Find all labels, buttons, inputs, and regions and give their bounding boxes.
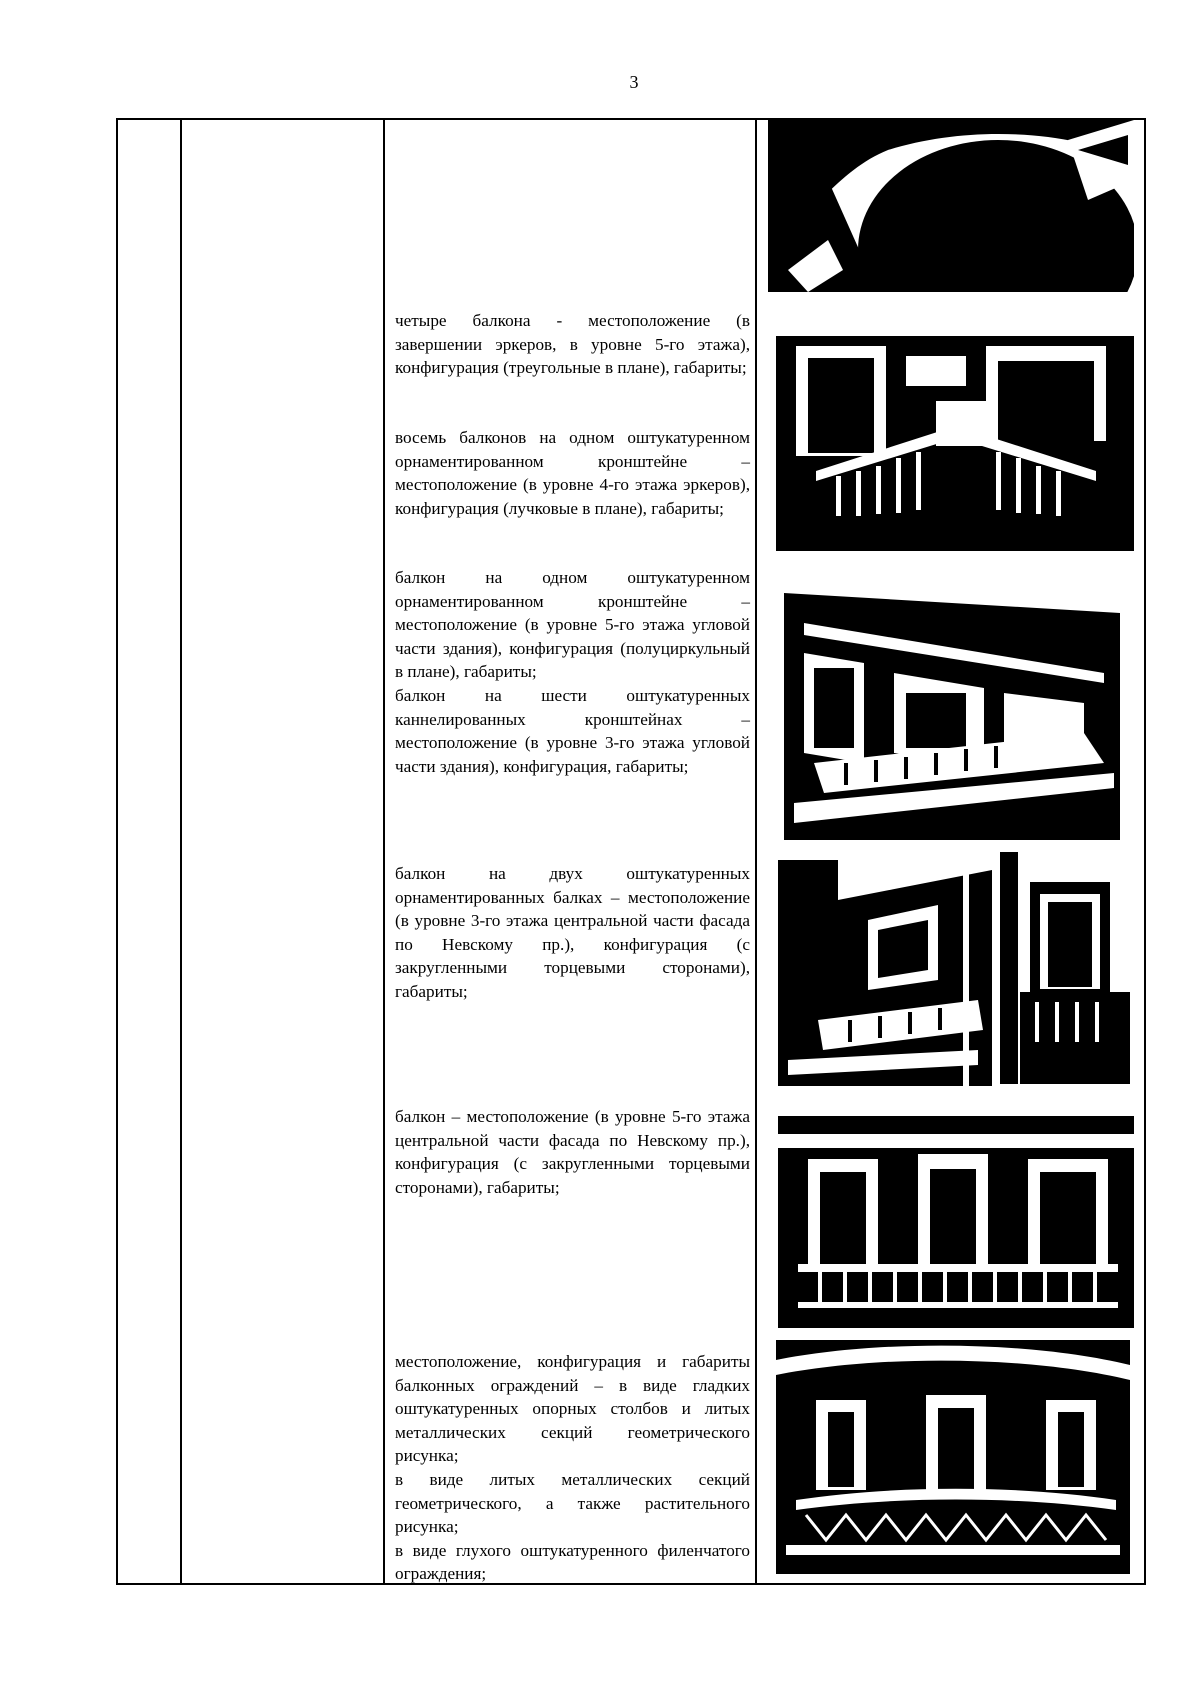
entry-text: балкон на одном оштукатуренном орнаментированном кронштейне – местоположение (в уровне 5-го этажа угловой части здания), конфигурация (полуциркульный в плане), габариты;	[395, 568, 750, 682]
entry-text: балкон – местоположение (в уровне 5-го этажа центральной части фасада по Невскому пр.), конфигурация (с закругленными торцевыми сторонами), габариты;	[395, 1107, 750, 1197]
entry-balcony-eight	[395, 426, 750, 520]
photo-two-beam-balcony	[778, 860, 992, 1086]
entry-balcony-fifth	[395, 1105, 750, 1199]
photo-corner-balconies	[784, 563, 1120, 840]
column-divider-2	[383, 120, 385, 1583]
entry-text: балкон на шести оштукатуренных каннелированных кронштейнах – местоположение (в уровне 3-го этажа угловой части здания), конфигурация, габариты;	[395, 685, 750, 776]
entry-text: в виде глухого оштукатуренного филенчатого ограждения;	[395, 1540, 750, 1584]
photo-fifth-floor-balcony	[778, 1094, 1134, 1328]
entry-balcony-railings	[395, 1350, 750, 1586]
photo-facade-dome	[768, 120, 1134, 292]
photo-balcony-triangular	[776, 306, 1134, 551]
photo-balcony-window	[1000, 852, 1130, 1084]
entry-balcony-corner	[395, 566, 750, 778]
entry-text: в виде литых металлических секций геометрического, а также растительного рисунка;	[395, 1469, 750, 1537]
entry-balcony-two-beams	[395, 862, 750, 1004]
entry-balcony-four	[395, 309, 750, 380]
entry-text: балкон на двух оштукатуренных орнаментированных балках – местоположение (в уровне 3-го этажа центральной части фасада по Невскому пр.), конфигурация (с закругленными торцевыми сторонами), габариты;	[395, 864, 750, 1001]
column-divider-1	[180, 120, 182, 1583]
column-divider-3	[755, 120, 757, 1583]
entry-text: восемь балконов на одном оштукатуренном орнаментированном кронштейне – местоположение (в уровне 4-го этажа эркеров), конфигурация (лучковые в плане), габариты;	[395, 428, 750, 518]
photo-railings-bay	[776, 1340, 1130, 1574]
entry-text: местоположение, конфигурация и габариты балконных ограждений – в виде гладких оштукатуренных опорных столбов и литых металлических секций геометрического рисунка;	[395, 1352, 750, 1466]
entry-text: четыре балкона - местоположение (в завершении эркеров, в уровне 5-го этажа), конфигурация (треугольные в плане), габариты;	[395, 311, 750, 378]
page-number: 3	[629, 72, 639, 92]
